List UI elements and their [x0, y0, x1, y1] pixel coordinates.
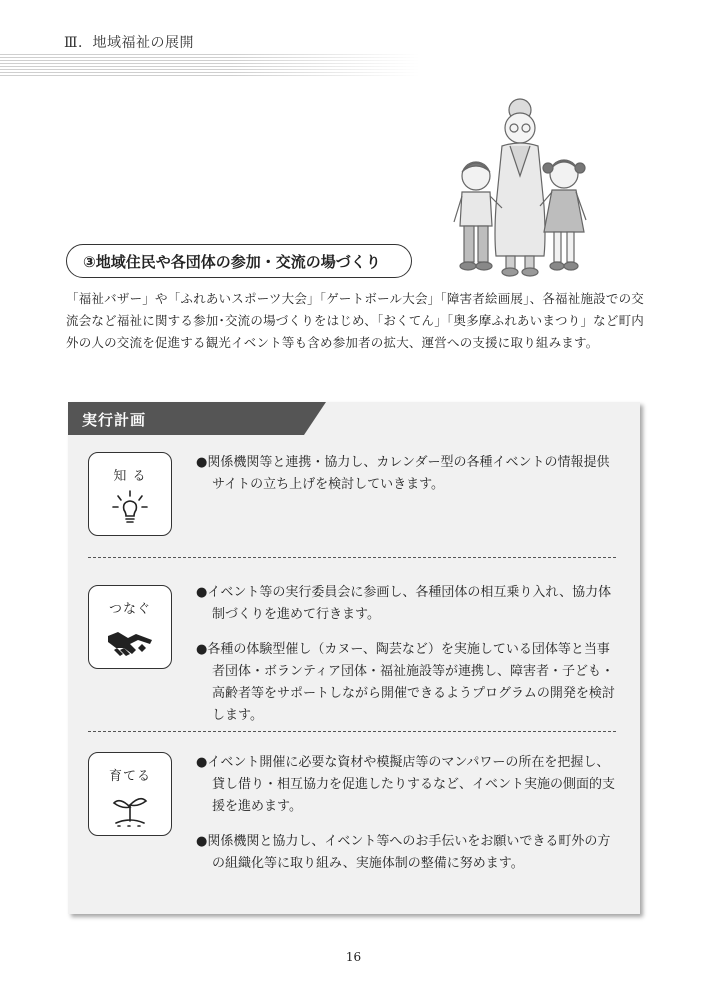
grow-card — [88, 752, 172, 836]
header-stripes — [0, 54, 420, 76]
connect-card — [88, 585, 172, 669]
family-illustration — [440, 96, 600, 281]
handshake-icon — [106, 626, 154, 660]
grandmother-figure — [495, 99, 545, 276]
row-divider — [88, 557, 616, 558]
boy-figure — [454, 162, 502, 270]
sprout-icon — [108, 789, 152, 829]
know-label: 知 る — [113, 469, 147, 484]
bullet-item: ● 関係機関等と連携・協力し、カレンダー型の各種イベントの情報提供サイトの立ち上げを検討していきます。 — [196, 452, 621, 496]
row-divider — [88, 731, 616, 732]
bullet-item: ● 関係機関と協力し、イベント等へのお手伝いをお願いできる町外の方の組織化等に取り組み、実施体制の整備に努めます。 — [196, 831, 621, 875]
page-number: 16 — [345, 950, 362, 964]
bullet-item: ● イベント等の実行委員会に参画し、各種団体の相互乗り入れ、協力体制づくりを進めて行きます。 — [196, 582, 621, 626]
connect-label: つなぐ — [108, 602, 151, 617]
girl-figure — [540, 160, 586, 270]
know-card — [88, 452, 172, 536]
connect-bullets — [196, 582, 621, 740]
lightbulb-icon — [110, 489, 150, 529]
grow-bullets — [196, 752, 621, 888]
intro-paragraph: 「福祉バザー」や「ふれあいスポーツ大会」「ゲートボール大会」「障害者絵画展」、各福祉施設での交流会など福祉に関する参加･交流の場づくりをはじめ、「おくてん」「奥多摩ふれあいまつり」など町内外の人の交流を促進する観光イベント等も含め参加者の拡大、運営への支援に取り組みます。 — [66, 291, 644, 350]
section-title: ③地域住民や各団体の参加・交流の場づくり — [66, 244, 412, 278]
grow-label: 育てる — [108, 769, 151, 784]
chapter-title: Ⅲ．地域福祉の展開 — [64, 35, 195, 51]
action-plan-title: 実行計画 — [82, 411, 147, 429]
know-bullets — [196, 452, 621, 509]
bullet-item: ● イベント開催に必要な資材や模擬店等のマンパワーの所在を把握し、貸し借り・相互協力を促進したりするなど、イベント実施の側面的支援を進めます。 — [196, 752, 621, 818]
bullet-item: ● 各種の体験型催し（カヌー、陶芸など）を実施している団体等と当事者団体・ボランティア団体・福祉施設等が連携し、障害者・子ども・高齢者等をサポートしながら開催できるようプログラムの開発を検討します。 — [196, 639, 621, 727]
